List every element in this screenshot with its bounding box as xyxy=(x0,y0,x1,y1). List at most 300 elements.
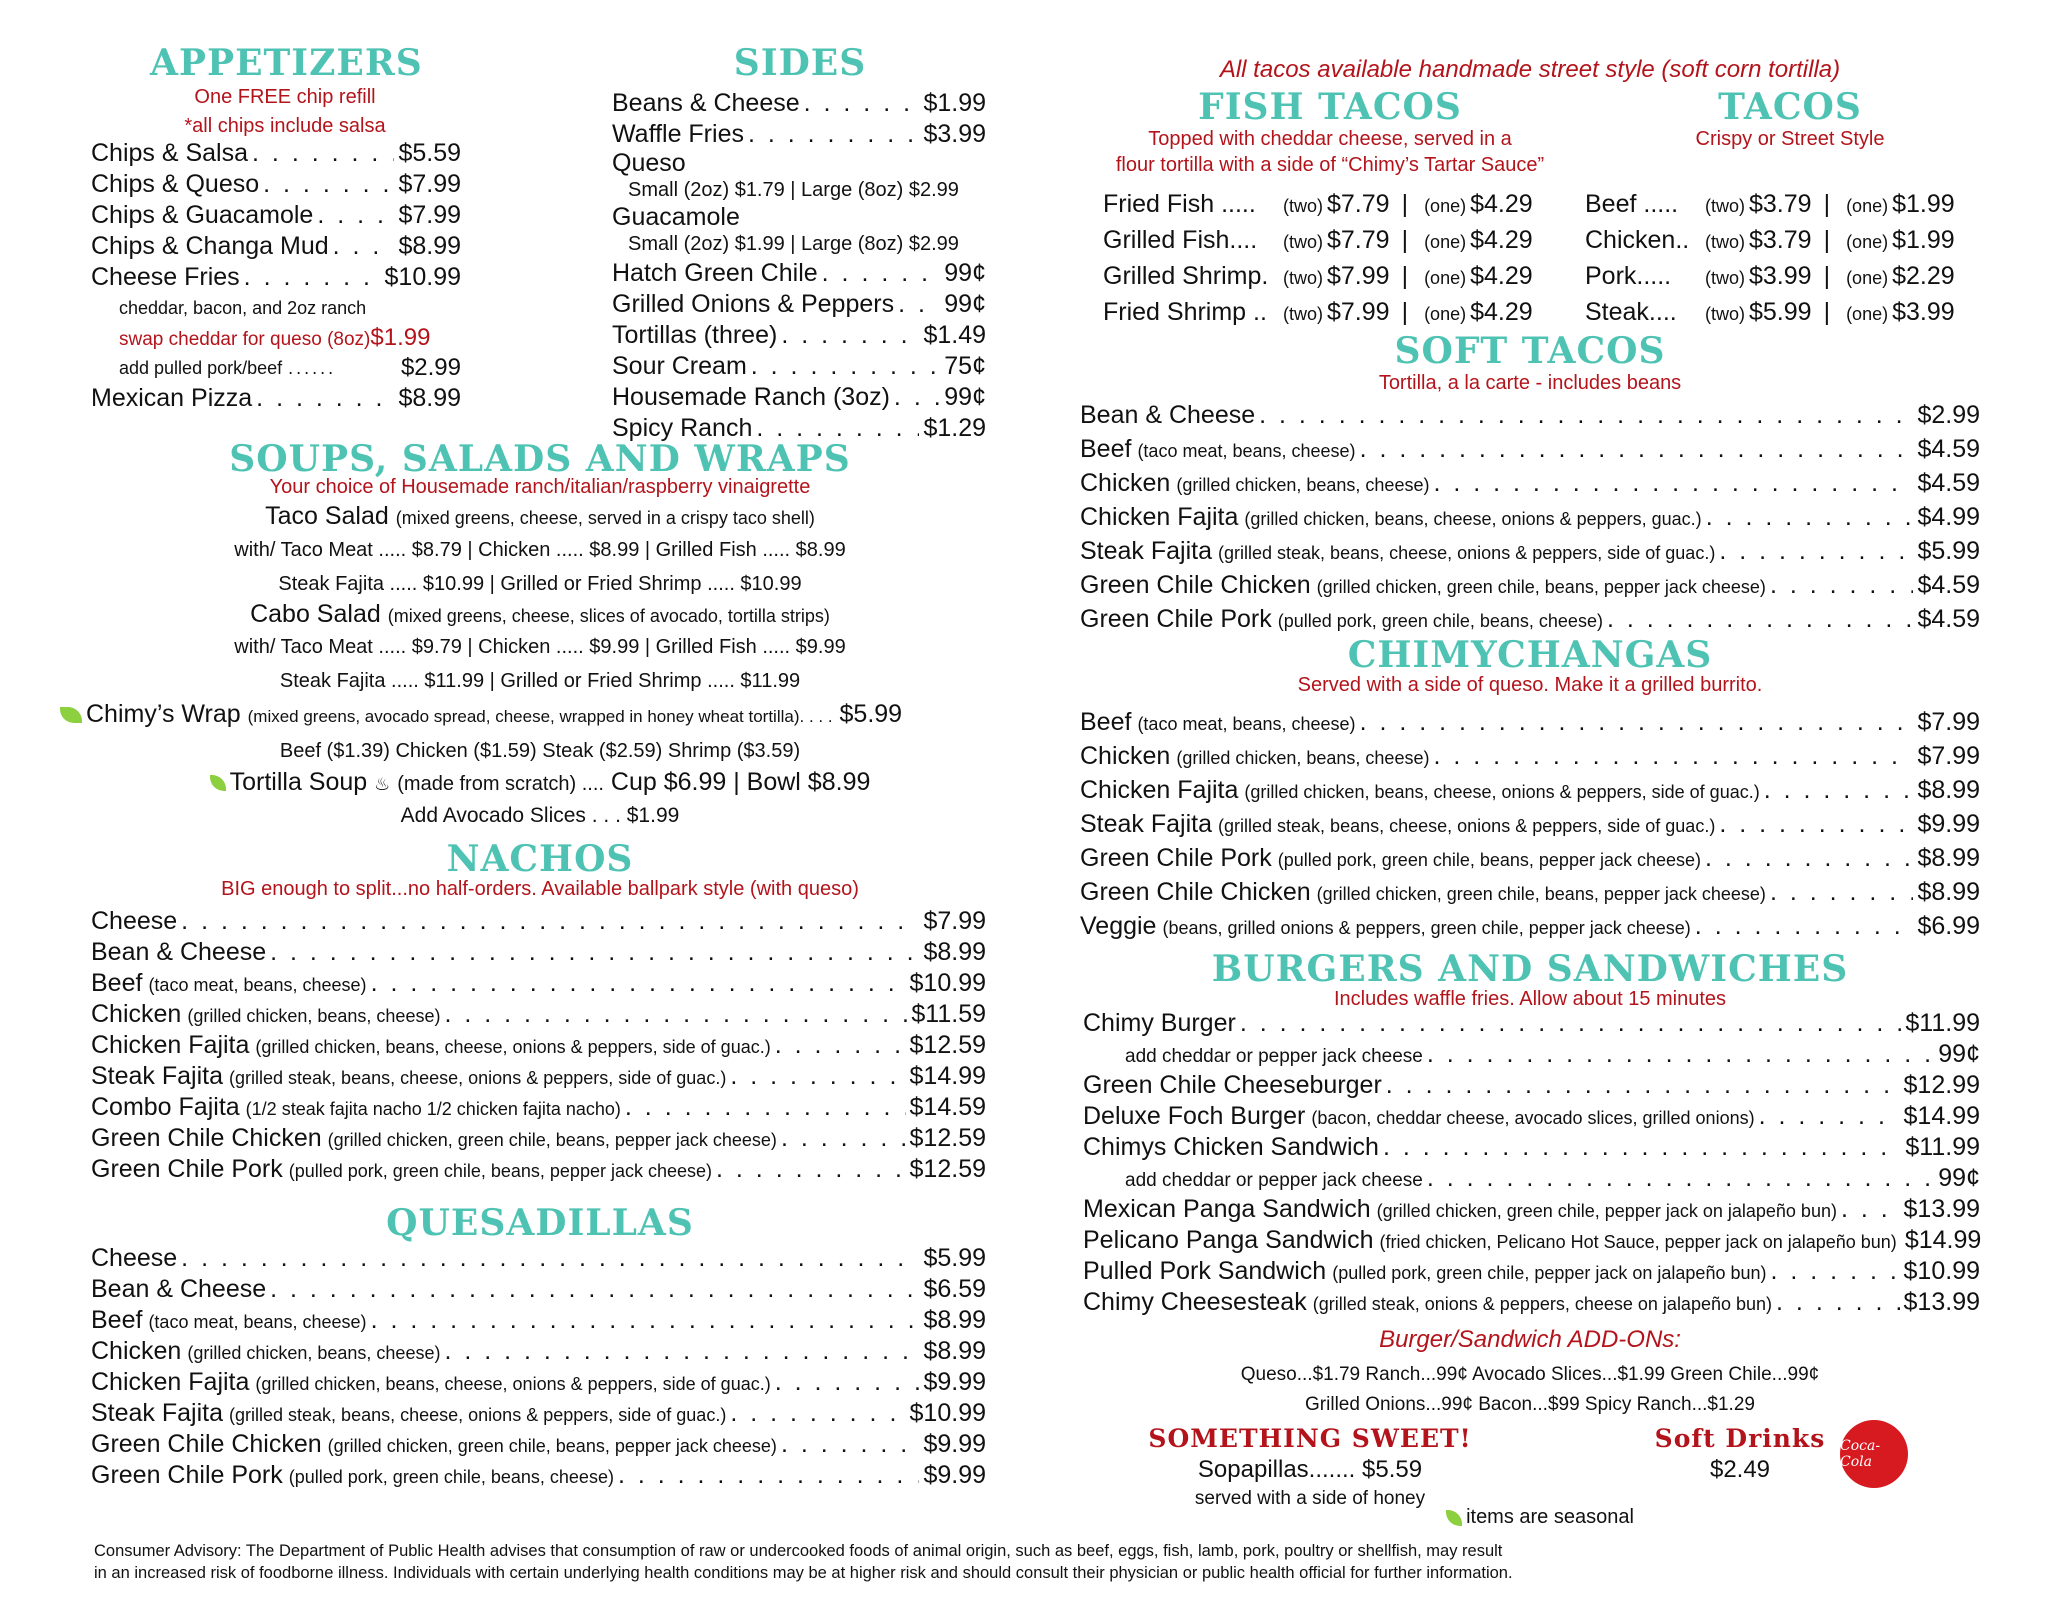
cabo-salad: Cabo Salad (mixed greens, cheese, slices of avocado, tortilla strips) xyxy=(250,600,830,628)
item-desc: (grilled steak, beans, cheese, onions & peppers, side of guac.) xyxy=(1218,816,1716,836)
one-price: $1.99 xyxy=(1892,226,1955,254)
soft-tacos-sub: Tortilla, a la carte - includes beans xyxy=(1378,372,1682,394)
item-name: Cheese Fries xyxy=(91,263,240,291)
item-desc: (taco meat, beans, cheese) xyxy=(148,1312,367,1332)
item-desc: (taco meat, beans, cheese) xyxy=(148,975,367,995)
dot-leader xyxy=(263,169,394,200)
one-price: $2.29 xyxy=(1892,262,1955,290)
item-price: $9.99 xyxy=(1917,810,1980,838)
advisory-line-2: in an increased risk of foodborne illness. Individuals with certain underlying health conditions may be at higher risk and should consult their physician or public health official for further information. xyxy=(94,1564,1513,1582)
item-desc: (grilled chicken, beans, cheese, onions & peppers, side of guac.) xyxy=(1244,782,1760,802)
soup-bowl-icon: ♨ xyxy=(374,774,391,794)
fish-tacos-sub2: flour tortilla with a side of “Chimy’s Tartar Sauce” xyxy=(1115,154,1545,176)
item-desc: (grilled steak, onions & peppers, cheese on jalapeño bun) xyxy=(1312,1294,1773,1314)
item-desc: (grilled chicken, green chile, beans, pepper jack cheese) xyxy=(327,1130,777,1150)
dot-leader xyxy=(1776,1287,1900,1318)
item-desc: (pulled pork, green chile, beans, cheese) xyxy=(288,1467,614,1487)
menu-item xyxy=(91,1092,986,1123)
appetizers-sub2: *all chips include salsa xyxy=(184,115,386,137)
dot-leader xyxy=(1607,602,1913,636)
menu-item xyxy=(91,1305,986,1336)
item-desc: (grilled chicken, beans, cheese) xyxy=(187,1343,441,1363)
one-price: $1.99 xyxy=(1892,190,1955,218)
item-name: Chicken Fajita xyxy=(1080,776,1239,804)
item-price: $12.59 xyxy=(909,1124,986,1152)
item-desc: (grilled steak, beans, cheese, onions & peppers, side of guac.) xyxy=(229,1405,727,1425)
nachos-sub: BIG enough to split...no half-orders. Available ballpark style (with queso) xyxy=(221,878,859,900)
menu-item xyxy=(1080,773,1980,807)
menu-item xyxy=(1083,1132,1980,1163)
item-name: Chicken.. xyxy=(1585,226,1690,254)
menu-item xyxy=(612,88,986,119)
dot-leader xyxy=(1841,1194,1900,1225)
item-name: Beef ..... xyxy=(1585,190,1679,218)
menu-item xyxy=(91,1123,986,1154)
menu-item xyxy=(612,351,986,382)
dot-leader xyxy=(730,1061,905,1092)
menu-item xyxy=(1080,602,1980,636)
dot-leader xyxy=(781,1429,920,1460)
menu-item xyxy=(1080,807,1980,841)
one-price: $4.29 xyxy=(1470,226,1533,254)
item-name: Chicken xyxy=(1080,742,1171,770)
menu-item xyxy=(612,119,986,150)
separator: | xyxy=(1823,298,1831,326)
item-price: $8.99 xyxy=(398,384,461,412)
item-name: Veggie xyxy=(1080,912,1157,940)
dot-leader xyxy=(1427,1039,1934,1070)
seasonal-leaf-icon xyxy=(1446,1510,1462,1526)
item-desc: (grilled chicken, green chile, beans, pepper jack cheese) xyxy=(1316,884,1766,904)
separator: | xyxy=(1401,262,1409,290)
item-price: 75¢ xyxy=(944,352,986,380)
dot-leader xyxy=(1360,432,1914,466)
menu-item xyxy=(1080,466,1980,500)
menu-item xyxy=(91,1336,986,1367)
item-name: Cheese xyxy=(91,907,178,935)
two-price: $7.99 xyxy=(1327,262,1390,290)
dot-leader xyxy=(371,1305,920,1336)
dot-leader xyxy=(1386,1070,1900,1101)
item-price: $8.99 xyxy=(1917,844,1980,872)
consumer-advisory xyxy=(94,1540,1513,1584)
item-price: $2.99 xyxy=(1917,401,1980,429)
item-name: Pulled Pork Sandwich xyxy=(1083,1257,1327,1285)
item-price: $10.99 xyxy=(1903,1257,1980,1285)
item-price: $1.29 xyxy=(923,414,986,442)
item-desc: (grilled chicken, beans, cheese) xyxy=(1176,748,1430,768)
dot-leader xyxy=(1240,1008,1902,1039)
menu-item xyxy=(91,999,986,1030)
dot-leader xyxy=(1770,568,1914,602)
queso-sizes: Small (2oz) $1.79 | Large (8oz) $2.99 xyxy=(628,179,959,201)
swap-text: swap cheddar for queso (8oz) xyxy=(119,329,371,350)
dot-leader xyxy=(270,1274,919,1305)
menu-item xyxy=(91,1243,986,1274)
dot-leader xyxy=(244,262,381,293)
item-name: Beef xyxy=(1080,708,1132,736)
tacos-list xyxy=(1585,190,1955,334)
item-price: $11.99 xyxy=(1905,1133,1980,1161)
dot-leader xyxy=(775,1367,920,1398)
item-price: 99¢ xyxy=(944,383,986,411)
dot-leader xyxy=(181,1243,919,1274)
item-name: Green Chile Pork xyxy=(1080,844,1272,872)
dot-leader xyxy=(252,138,394,169)
drinks-title: Soft Drinks xyxy=(1654,1424,1826,1453)
one-label: (one) xyxy=(1424,196,1467,216)
dot-leader xyxy=(898,289,940,320)
two-label: (two) xyxy=(1705,196,1745,216)
item-name: Beef xyxy=(91,1306,143,1334)
menu-item xyxy=(91,1398,986,1429)
menu-item xyxy=(1083,1163,1980,1194)
two-price: $3.79 xyxy=(1749,190,1812,218)
item-name: Hatch Green Chile xyxy=(612,259,818,287)
item-desc: (grilled chicken, green chile, pepper jack on jalapeño bun) xyxy=(1376,1201,1837,1221)
dot-leader xyxy=(618,1460,919,1491)
item-price: $12.99 xyxy=(1903,1071,1980,1099)
fries-note: cheddar, bacon, and 2oz ranch xyxy=(119,298,367,318)
one-label: (one) xyxy=(1424,268,1467,288)
item-name: Green Chile Chicken xyxy=(1080,571,1311,599)
item-price: $12.59 xyxy=(909,1155,986,1183)
menu-item xyxy=(91,1274,986,1305)
item-name: Chips & Guacamole xyxy=(91,201,314,229)
tortilla-soup: Tortilla Soup ♨ (made from scratch) .... Cup $6.99 | Bowl $8.99 xyxy=(100,768,980,797)
swap-note xyxy=(91,323,461,353)
taco-salad: Taco Salad (mixed greens, cheese, served in a crispy taco shell) xyxy=(265,502,815,530)
item-price: $7.99 xyxy=(398,170,461,198)
item-name: Grilled Onions & Peppers xyxy=(612,290,895,318)
dot-leader xyxy=(751,351,941,382)
item-name: Housemade Ranch (3oz) xyxy=(612,383,890,411)
menu-item xyxy=(1080,500,1980,534)
item-name: Mexican Panga Sandwich xyxy=(1083,1195,1371,1223)
item-price: $14.59 xyxy=(909,1093,986,1121)
item-desc: (grilled steak, beans, cheese, onions & peppers, side of guac.) xyxy=(1218,543,1716,563)
separator: | xyxy=(1401,298,1409,326)
item-price: 99¢ xyxy=(944,290,986,318)
dot-leader xyxy=(1719,807,1913,841)
add-text: add pulled pork/beef xyxy=(119,358,283,378)
chimychangas-sub: Served with a side of queso. Make it a grilled burrito. xyxy=(1297,674,1763,696)
item-desc: (grilled chicken, beans, cheese) xyxy=(1176,475,1430,495)
menu-item xyxy=(91,968,986,999)
dot-leader xyxy=(1759,1101,1900,1132)
sweet-title: SOMETHING SWEET! xyxy=(1148,1424,1472,1453)
add-price: $2.99 xyxy=(400,354,461,381)
fish-tacos-sub1: Topped with cheddar cheese, served in a xyxy=(1148,128,1512,150)
item-price: $14.99 xyxy=(1903,1102,1980,1130)
menu-item xyxy=(1080,841,1980,875)
item-name: Steak Fajita xyxy=(91,1399,224,1427)
add-pork-note: add pulled pork/beef ...... $2.99 xyxy=(119,354,461,381)
menu-item xyxy=(1080,398,1980,432)
item-name: Chips & Salsa xyxy=(91,139,249,167)
item-name: Waffle Fries xyxy=(612,120,744,148)
item-desc: (taco meat, beans, cheese) xyxy=(1137,441,1356,461)
two-price: $7.79 xyxy=(1327,190,1390,218)
dot-leader xyxy=(1427,1163,1934,1194)
item-name: Pork..... xyxy=(1585,262,1672,290)
two-price: $3.99 xyxy=(1749,262,1812,290)
dot-leader xyxy=(1695,909,1914,943)
menu-item xyxy=(612,289,986,320)
dot-leader xyxy=(1705,841,1913,875)
one-label: (one) xyxy=(1424,304,1467,324)
dot-leader xyxy=(822,258,941,289)
item-desc: (fried chicken, Pelicano Hot Sauce, pepper jack on jalapeño bun) xyxy=(1379,1232,1897,1252)
dot-leader xyxy=(1771,1256,1900,1287)
street-note: All tacos available handmade street style (soft corn tortilla) xyxy=(1219,56,1841,83)
item-name: Fried Fish ..... xyxy=(1103,190,1256,218)
item-price: $9.99 xyxy=(923,1430,986,1458)
sopapillas: Sopapillas....... $5.59 xyxy=(1197,1456,1423,1483)
item-name: Bean & Cheese xyxy=(1080,401,1256,429)
two-label: (two) xyxy=(1705,304,1745,324)
item-name: Tortillas (three) xyxy=(612,321,778,349)
dot-leader xyxy=(1259,398,1913,432)
addons-line-1: Queso...$1.79 Ranch...99¢ Avocado Slices...$1.99 Green Chile...99¢ xyxy=(1240,1364,1820,1385)
dot-leader xyxy=(716,1154,906,1185)
two-label: (two) xyxy=(1283,196,1323,216)
soups-title: SOUPS, SALADS AND WRAPS xyxy=(229,438,851,480)
chimys-wrap: Chimy’s Wrap (mixed greens, avocado spread, cheese, wrapped in honey wheat tortilla). . . . $5.99 xyxy=(60,700,1000,729)
separator: | xyxy=(1401,190,1409,218)
quesadillas-list xyxy=(91,1243,986,1491)
dot-leader xyxy=(775,1030,906,1061)
one-price: $3.99 xyxy=(1892,298,1955,326)
menu-item xyxy=(91,1460,986,1491)
addons-line-2: Grilled Onions...99¢ Bacon...$99 Spicy Ranch...$1.29 xyxy=(1305,1394,1755,1415)
item-name: add cheddar or pepper jack cheese xyxy=(1125,1046,1423,1067)
dot-leader xyxy=(270,937,919,968)
item-price: 99¢ xyxy=(1938,1040,1980,1068)
item-name: Chimy Burger xyxy=(1083,1009,1236,1037)
taco-item xyxy=(1103,262,1533,298)
menu-item xyxy=(1080,909,1980,943)
menu-item xyxy=(1083,1008,1980,1039)
taco-item xyxy=(1585,226,1955,262)
item-price: $8.99 xyxy=(1917,878,1980,906)
item-name: Chicken xyxy=(91,1000,182,1028)
one-label: (one) xyxy=(1846,304,1889,324)
menu-item xyxy=(91,200,461,231)
menu-item xyxy=(1083,1287,1980,1318)
one-price: $4.29 xyxy=(1470,298,1533,326)
menu-item xyxy=(612,382,986,413)
taco-salad-prices-2: Steak Fajita ..... $10.99 | Grilled or Fried Shrimp ..... $10.99 xyxy=(278,573,802,595)
item-name: Chicken xyxy=(91,1337,182,1365)
swap-price: $1.99 xyxy=(370,324,431,351)
item-name: Chicken Fajita xyxy=(91,1368,250,1396)
menu-item xyxy=(91,937,986,968)
item-name: Green Chile Chicken xyxy=(1080,878,1311,906)
dot-leader xyxy=(730,1398,905,1429)
taco-item xyxy=(1585,262,1955,298)
separator: | xyxy=(1823,226,1831,254)
dot-leader xyxy=(333,231,395,262)
addons-title: Burger/Sandwich ADD-ONs: xyxy=(1379,1326,1681,1353)
fish-tacos-title: FISH TACOS xyxy=(1198,86,1462,128)
item-price: 99¢ xyxy=(1938,1164,1980,1192)
item-name: Bean & Cheese xyxy=(91,938,267,966)
item-price: $8.99 xyxy=(923,1306,986,1334)
taco-item xyxy=(1103,226,1533,262)
item-desc: (pulled pork, green chile, beans, cheese) xyxy=(1277,611,1603,631)
item-name: Chips & Changa Mud xyxy=(91,232,329,260)
item-name: Grilled Fish.... xyxy=(1103,226,1258,254)
item-name: Steak Fajita xyxy=(1080,810,1213,838)
menu-item xyxy=(91,1030,986,1061)
item-desc: (grilled chicken, green chile, beans, pepper jack cheese) xyxy=(1316,577,1766,597)
item-price: $7.99 xyxy=(923,907,986,935)
item-desc: (beans, grilled onions & peppers, green chile, pepper jack cheese) xyxy=(1162,918,1691,938)
one-label: (one) xyxy=(1846,268,1889,288)
soups-sub: Your choice of Housemade ranch/italian/raspberry vinaigrette xyxy=(269,476,811,498)
item-price: $8.99 xyxy=(1917,776,1980,804)
sides-title: SIDES xyxy=(733,42,867,84)
dot-leader xyxy=(1383,1132,1901,1163)
item-price: $13.99 xyxy=(1903,1288,1980,1316)
item-price: $12.59 xyxy=(909,1031,986,1059)
guac-sizes: Small (2oz) $1.99 | Large (8oz) $2.99 xyxy=(628,233,959,255)
item-name: Mexican Pizza xyxy=(91,384,253,412)
dot-leader xyxy=(1706,500,1914,534)
item-price: $3.99 xyxy=(923,120,986,148)
fish-tacos-list xyxy=(1103,190,1533,334)
menu-item xyxy=(91,262,461,293)
menu-item xyxy=(612,258,986,289)
item-desc: (1/2 steak fajita nacho 1/2 chicken fajita nacho) xyxy=(245,1099,621,1119)
separator: | xyxy=(1401,226,1409,254)
item-name: Deluxe Foch Burger xyxy=(1083,1102,1306,1130)
item-name: Beef xyxy=(91,969,143,997)
menu-item xyxy=(91,383,461,414)
item-price: 99¢ xyxy=(944,259,986,287)
menu-item xyxy=(91,1367,986,1398)
item-name: Chimys Chicken Sandwich xyxy=(1083,1133,1379,1161)
item-name: Chips & Queso xyxy=(91,170,260,198)
item-name: Fried Shrimp .. xyxy=(1103,298,1267,326)
item-name: Green Chile Pork xyxy=(1080,605,1272,633)
item-name: Green Chile Cheeseburger xyxy=(1083,1071,1382,1099)
chimychangas-list xyxy=(1080,705,1980,943)
item-desc: (pulled pork, green chile, pepper jack on jalapeño bun) xyxy=(1332,1263,1767,1283)
two-label: (two) xyxy=(1283,268,1323,288)
item-desc: (grilled chicken, beans, cheese) xyxy=(187,1006,441,1026)
item-name: Cheese xyxy=(91,1244,178,1272)
sides-list xyxy=(612,88,986,444)
burgers-sub: Includes waffle fries. Allow about 15 minutes xyxy=(1333,988,1727,1010)
item-name: Combo Fajita xyxy=(91,1093,240,1121)
cabo-salad-prices-2: Steak Fajita ..... $11.99 | Grilled or Fried Shrimp ..... $11.99 xyxy=(279,670,801,692)
menu-item xyxy=(91,169,461,200)
one-label: (one) xyxy=(1846,232,1889,252)
menu-item xyxy=(1083,1070,1980,1101)
dot-leader xyxy=(625,1092,906,1123)
item-name: Chicken xyxy=(1080,469,1171,497)
item-price: $1.99 xyxy=(923,89,986,117)
tacos-title: TACOS xyxy=(1718,86,1862,128)
dot-leader xyxy=(317,200,394,231)
seasonal-leaf-icon xyxy=(60,707,82,723)
two-label: (two) xyxy=(1283,232,1323,252)
taco-item xyxy=(1103,298,1533,334)
nachos-list xyxy=(91,906,986,1185)
dot-leader xyxy=(804,88,920,119)
item-price: $7.99 xyxy=(398,201,461,229)
burgers-title: BURGERS AND SANDWICHES xyxy=(1211,948,1849,990)
item-price: $9.99 xyxy=(923,1368,986,1396)
guac-label: Guacamole xyxy=(612,203,740,231)
item-desc: (grilled chicken, beans, cheese, onions & peppers, side of guac.) xyxy=(255,1374,771,1394)
item-price: $1.49 xyxy=(923,321,986,349)
menu-item xyxy=(1080,568,1980,602)
taco-item xyxy=(1585,298,1955,334)
menu-item xyxy=(1083,1039,1980,1070)
item-price: $6.59 xyxy=(923,1275,986,1303)
appetizers-list xyxy=(91,138,461,414)
item-name: add cheddar or pepper jack cheese xyxy=(1125,1170,1423,1191)
appetizers-sub1: One FREE chip refill xyxy=(194,86,376,108)
two-price: $7.79 xyxy=(1327,226,1390,254)
drinks-price: $2.49 xyxy=(1709,1456,1771,1483)
seasonal-leaf-icon xyxy=(210,775,226,791)
item-price: $9.99 xyxy=(923,1461,986,1489)
appetizers-title: APPETIZERS xyxy=(150,42,423,84)
item-price: $6.99 xyxy=(1917,912,1980,940)
wrap-adds: Beef ($1.39) Chicken ($1.59) Steak ($2.59) Shrimp ($3.59) xyxy=(279,740,801,762)
taco-item xyxy=(1103,190,1533,226)
one-price: $4.29 xyxy=(1470,262,1533,290)
item-name: Beef xyxy=(1080,435,1132,463)
item-price: $13.99 xyxy=(1903,1195,1980,1223)
dot-leader xyxy=(781,320,919,351)
item-price: $10.99 xyxy=(384,263,461,291)
one-price: $4.29 xyxy=(1470,190,1533,218)
item-name: Green Chile Chicken xyxy=(91,1124,322,1152)
item-price: $4.59 xyxy=(1917,469,1980,497)
menu-item xyxy=(91,138,461,169)
dot-leader xyxy=(181,906,919,937)
tacos-sub: Crispy or Street Style xyxy=(1695,128,1885,150)
dot-leader xyxy=(371,968,906,999)
menu-item xyxy=(1080,705,1980,739)
dot-leader xyxy=(444,999,907,1030)
item-name: Bean & Cheese xyxy=(91,1275,267,1303)
item-price: $11.59 xyxy=(911,1000,986,1028)
item-price: $7.99 xyxy=(1917,708,1980,736)
menu-item xyxy=(1080,875,1980,909)
item-desc: (grilled steak, beans, cheese, onions & peppers, side of guac.) xyxy=(229,1068,727,1088)
two-price: $5.99 xyxy=(1749,298,1812,326)
item-name: Green Chile Chicken xyxy=(91,1430,322,1458)
item-price: $11.99 xyxy=(1905,1009,1980,1037)
menu-item xyxy=(91,906,986,937)
add-avocado: Add Avocado Slices . . . $1.99 xyxy=(400,804,680,827)
item-name: Grilled Shrimp. xyxy=(1103,262,1269,290)
menu-item xyxy=(1080,739,1980,773)
dot-leader xyxy=(1764,773,1914,807)
item-name: Green Chile Pork xyxy=(91,1461,283,1489)
item-price: $7.99 xyxy=(1917,742,1980,770)
item-desc: (pulled pork, green chile, beans, pepper jack cheese) xyxy=(1277,850,1702,870)
dot-leader xyxy=(1770,875,1914,909)
item-price: $10.99 xyxy=(909,969,986,997)
dot-leader xyxy=(781,1123,906,1154)
